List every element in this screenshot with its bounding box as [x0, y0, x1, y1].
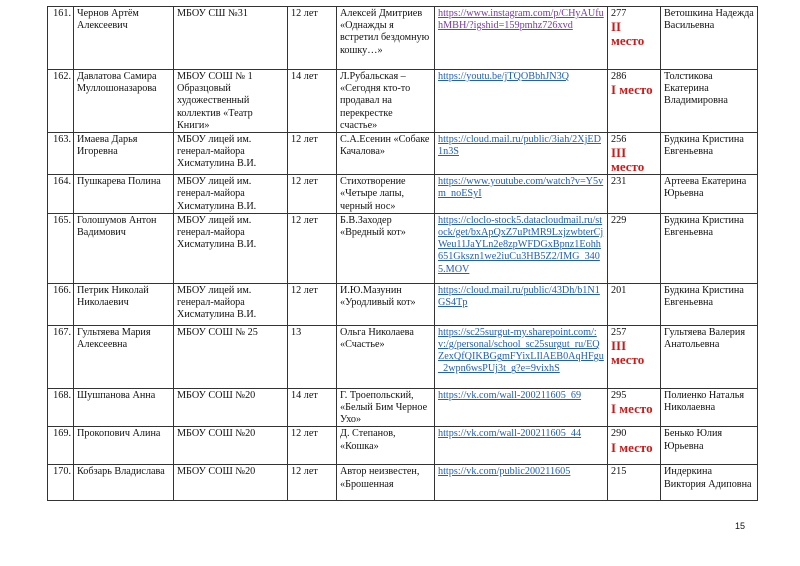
score-cell	[608, 427, 661, 465]
age	[288, 325, 337, 388]
participant-name	[74, 427, 174, 465]
work-title	[337, 70, 435, 133]
school	[174, 427, 288, 465]
participant-name	[74, 70, 174, 133]
school	[174, 213, 288, 283]
teacher-name-text: Полиенко Наталья Николаевна	[664, 389, 745, 414]
school	[174, 70, 288, 133]
video-link[interactable]: https://youtu.be/jTQOBbhJN3Q	[438, 71, 570, 82]
score: 231	[611, 176, 627, 188]
work-title-text: Стихотворение «Четыре лапы, черный нос»	[340, 176, 406, 212]
table-row	[48, 175, 758, 214]
video-link[interactable]: https://vk.com/public200211605	[438, 466, 571, 478]
teacher-name	[661, 213, 758, 283]
work-title	[337, 388, 435, 427]
school-text: МБОУ СОШ №20	[177, 428, 256, 440]
participant-name	[74, 388, 174, 427]
video-link[interactable]: https://vk.com/wall-200211605_69	[438, 389, 582, 401]
place-award: I место	[611, 439, 653, 455]
link-cell	[435, 175, 608, 214]
school	[174, 283, 288, 325]
row-number-text: 167.	[53, 326, 71, 338]
link-cell	[435, 7, 608, 70]
age-text: 14 лет	[291, 389, 318, 401]
video-link[interactable]: https://sc25surgut-my.sharepoint.com/:v:/g/personal/school_sc25surgut_ru/EQZexQfQIKBGgmFYixLIlAEB0AqHFgu_2wpn6wsPUj3t_g?e=9vixhS	[438, 326, 604, 375]
video-link[interactable]: https://cloud.mail.ru/public/3iah/2XjED1n3S	[438, 134, 601, 158]
score-cell	[608, 7, 661, 70]
participant-name	[74, 7, 174, 70]
teacher-name	[661, 283, 758, 325]
school	[174, 175, 288, 214]
participant-name-text: Имаева Дарья Игоревна	[77, 134, 138, 158]
participant-name-text: Кобзарь Владислава	[77, 466, 165, 478]
score-cell	[608, 213, 661, 283]
teacher-name-text: Будкина Кристина Евгеньевна	[664, 214, 744, 239]
age-text: 12 лет	[291, 466, 318, 478]
score: 295	[611, 389, 627, 401]
teacher-name	[661, 7, 758, 70]
work-title	[337, 175, 435, 214]
participant-name-text: Гультяева Мария Алексеевна	[77, 326, 151, 351]
score: 215	[611, 466, 627, 478]
teacher-name-text: Индеркина Виктория Адиповна	[664, 466, 752, 490]
age	[288, 133, 337, 175]
place-award: I место	[611, 401, 653, 417]
school-text: МБОУ СОШ №20	[177, 466, 256, 478]
school-text: МБОУ СОШ № 1 Образцовый художественный коллектив «Театр Книги»	[177, 71, 253, 131]
age-text: 12 лет	[291, 176, 318, 188]
row-number-text: 163.	[53, 134, 71, 146]
teacher-name-text: Гультяева Валерия Анатольевна	[664, 326, 746, 351]
teacher-name-text: Толстикова Екатерина Владимировна	[664, 71, 728, 107]
table-row	[48, 465, 758, 501]
score-cell	[608, 388, 661, 427]
work-title-text: Г. Троепольский, «Белый Бим Черное Ухо»	[340, 389, 428, 426]
row-number	[48, 175, 74, 214]
table-row	[48, 213, 758, 283]
work-title-text: Ольга Николаева «Счастье»	[340, 326, 414, 351]
video-link[interactable]: https://vk.com/wall-200211605_44	[438, 428, 582, 440]
row-number	[48, 427, 74, 465]
work-title-text: И.Ю.Мазунин «Уродливый кот»	[340, 284, 416, 309]
row-number-text: 166.	[53, 284, 71, 296]
work-title-text: Б.В.Заходер «Вредный кот»	[340, 214, 406, 239]
participant-name-text: Голошумов Антон Вадимович	[77, 214, 157, 239]
table-row	[48, 388, 758, 427]
link-cell	[435, 465, 608, 501]
score-cell	[608, 70, 661, 133]
row-number	[48, 465, 74, 501]
row-number-text: 169.	[53, 428, 71, 440]
participant-name	[74, 133, 174, 175]
row-number	[48, 70, 74, 133]
row-number	[48, 213, 74, 283]
row-number-text: 164.	[53, 176, 71, 188]
place-award: III место	[611, 145, 645, 175]
row-number	[48, 325, 74, 388]
teacher-name	[661, 133, 758, 175]
teacher-name-text: Будкина Кристина Евгеньевна	[664, 284, 744, 309]
score: 257	[611, 326, 627, 338]
row-number-text: 170.	[53, 466, 71, 478]
age-text: 12 лет	[291, 284, 318, 296]
score-cell	[608, 133, 661, 175]
teacher-name-text: Бенько Юлия Юрьевна	[664, 428, 723, 452]
school-text: МБОУ СШ №31	[177, 8, 248, 19]
score: 201	[611, 284, 627, 296]
age	[288, 70, 337, 133]
work-title	[337, 465, 435, 501]
age-text: 12 лет	[291, 134, 318, 146]
work-title-text: С.А.Есенин «Собаке Качалова»	[340, 134, 430, 158]
link-cell	[435, 388, 608, 427]
teacher-name-text: Ветошкина Надежда Васильевна	[664, 8, 754, 32]
score-cell	[608, 325, 661, 388]
teacher-name	[661, 427, 758, 465]
row-number	[48, 133, 74, 175]
row-number-text: 168.	[53, 389, 71, 401]
link-cell	[435, 70, 608, 133]
score: 277	[611, 8, 627, 19]
age	[288, 7, 337, 70]
age	[288, 465, 337, 501]
school-text: МБОУ лицей им. генерал-майора Хисматулина В.И.	[177, 214, 257, 251]
age	[288, 175, 337, 214]
teacher-name	[661, 175, 758, 214]
link-cell	[435, 283, 608, 325]
age	[288, 213, 337, 283]
score: 256	[611, 134, 627, 146]
participant-name-text: Пушкарева Полина	[77, 176, 161, 188]
video-link[interactable]: https://www.instagram.com/p/CHyAUfuhMBH/?igshid=159pmhz726xvd	[438, 8, 604, 32]
participant-name	[74, 175, 174, 214]
participant-name	[74, 325, 174, 388]
age-text: 12 лет	[291, 214, 318, 226]
place-award: II место	[611, 19, 645, 49]
link-cell	[435, 325, 608, 388]
age-text: 14 лет	[291, 71, 318, 82]
age	[288, 427, 337, 465]
age	[288, 388, 337, 427]
participant-name-text: Шушпанова Анна	[77, 389, 156, 401]
page-number: 15	[735, 521, 746, 531]
participant-name-text: Чернов Артём Алексеевич	[77, 8, 139, 32]
link-cell	[435, 427, 608, 465]
table-row	[48, 325, 758, 388]
school-text: МБОУ лицей им. генерал-майора Хисматулина В.И.	[177, 284, 257, 321]
row-number	[48, 7, 74, 70]
work-title	[337, 213, 435, 283]
place-award: I место	[611, 82, 653, 98]
school-text: МБОУ СОШ № 25	[177, 326, 258, 338]
teacher-name	[661, 70, 758, 133]
row-number-text: 162.	[53, 71, 71, 82]
participant-name-text: Давлатова Самира Муллошоназарова	[77, 71, 157, 95]
video-link[interactable]: https://cloclo-stock5.datacloudmail.ru/stock/get/bxApQxZ7uPtMR9LxjzwbterCjWeu11JaYLn2e8zpWFDGxBpnz1Eohh651Gkszn1we2iuCu3HB5Z2/IMG_3405.MOV	[438, 214, 604, 275]
school-text: МБОУ СОШ №20	[177, 389, 256, 401]
table-row	[48, 70, 758, 133]
row-number	[48, 283, 74, 325]
teacher-name	[661, 325, 758, 388]
school	[174, 325, 288, 388]
score-cell	[608, 175, 661, 214]
score: 290	[611, 428, 627, 440]
participants-table	[47, 6, 758, 501]
work-title-text: Алексей Дмитриев «Однажды я встретил бездомную кошку…»	[340, 8, 430, 56]
teacher-name	[661, 388, 758, 427]
work-title	[337, 427, 435, 465]
school	[174, 388, 288, 427]
school-text: МБОУ лицей им. генерал-майора Хисматулина В.И.	[177, 134, 257, 170]
place-award: III место	[611, 338, 645, 368]
teacher-name-text: Артеева Екатерина Юрьевна	[664, 176, 747, 200]
work-title	[337, 283, 435, 325]
work-title	[337, 325, 435, 388]
work-title	[337, 7, 435, 70]
link-cell	[435, 133, 608, 175]
work-title-text: Автор неизвестен, «Брошенная	[340, 466, 420, 490]
table-row	[48, 283, 758, 325]
school	[174, 7, 288, 70]
age-text: 12 лет	[291, 428, 318, 440]
age-text: 13	[291, 326, 302, 338]
table-row	[48, 427, 758, 465]
participant-name	[74, 283, 174, 325]
work-title-text: Д. Степанов, «Кошка»	[340, 428, 396, 452]
score-cell	[608, 283, 661, 325]
row-number	[48, 388, 74, 427]
school-text: МБОУ лицей им. генерал-майора Хисматулина В.И.	[177, 176, 257, 212]
table-row	[48, 7, 758, 70]
age	[288, 283, 337, 325]
participant-name	[74, 465, 174, 501]
participant-name-text: Петрик Николай Николаевич	[77, 284, 149, 309]
teacher-name-text: Будкина Кристина Евгеньевна	[664, 134, 744, 158]
school	[174, 465, 288, 501]
video-link[interactable]: https://www.youtube.com/watch?v=Y5vm_noESyI	[438, 176, 604, 200]
work-title-text: Л.Рубальская – «Сегодня кто-то продавал на перекрестке счастье»	[340, 71, 411, 131]
link-cell	[435, 213, 608, 283]
teacher-name	[661, 465, 758, 501]
score: 286	[611, 71, 627, 82]
age-text: 12 лет	[291, 8, 318, 19]
score-cell	[608, 465, 661, 501]
participant-name-text: Прокопович Алина	[77, 428, 161, 440]
row-number-text: 165.	[53, 214, 71, 226]
score: 229	[611, 214, 627, 226]
school	[174, 133, 288, 175]
participant-name	[74, 213, 174, 283]
row-number-text: 161.	[53, 8, 71, 19]
work-title	[337, 133, 435, 175]
video-link[interactable]: https://cloud.mail.ru/public/43Dh/b1N1GS4Tp	[438, 284, 600, 309]
table-row	[48, 133, 758, 175]
